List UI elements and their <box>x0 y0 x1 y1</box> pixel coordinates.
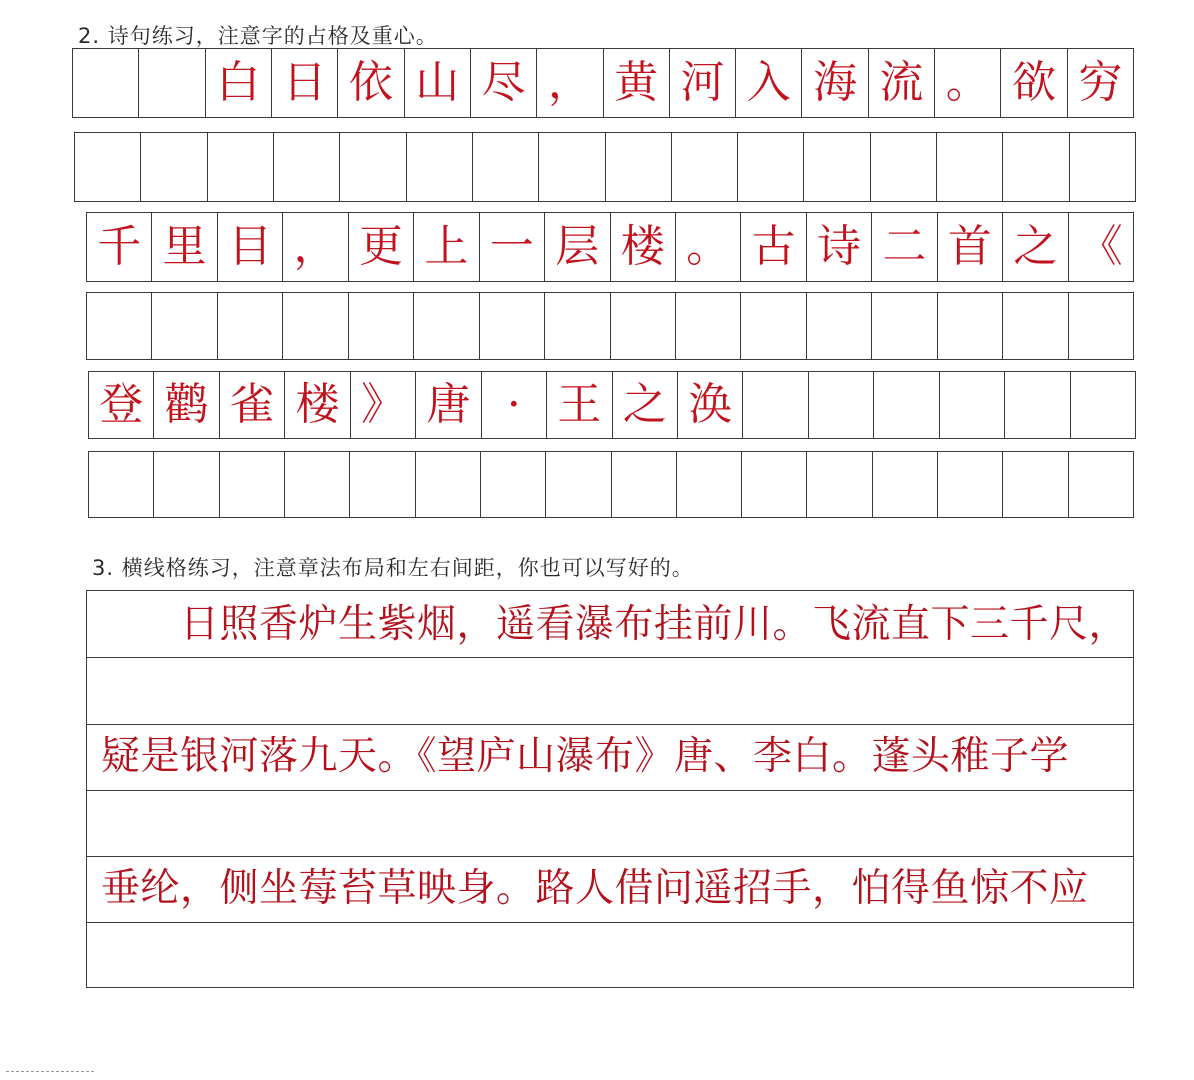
grid-cell: ， <box>537 49 603 117</box>
grid-row <box>74 132 1136 202</box>
grid-cell <box>87 293 152 359</box>
grid-cell <box>141 133 207 201</box>
section3-heading: 3. 横线格练习，注意章法布局和左右间距，你也可以写好的。 <box>92 556 694 580</box>
grid-cell: 目 <box>218 213 283 281</box>
ruled-line <box>87 724 1133 725</box>
grid-cell: 楼 <box>611 213 676 281</box>
grid-row <box>88 451 1134 518</box>
grid-cell <box>75 133 141 201</box>
grid-cell <box>480 293 545 359</box>
ruled-line <box>87 856 1133 857</box>
horizontal-line-practice-box <box>86 590 1134 988</box>
ruled-line <box>87 790 1133 791</box>
grid-cell <box>1069 452 1133 517</box>
grid-cell <box>152 293 217 359</box>
grid-cell <box>274 133 340 201</box>
grid-cell <box>154 452 219 517</box>
grid-row <box>88 371 1136 439</box>
handwritten-line: 垂纶，侧坐莓苔草映身。路人借问遥招手，怕得鱼惊不应 <box>101 866 1089 911</box>
grid-cell: · <box>482 372 547 438</box>
grid-cell: 白 <box>206 49 272 117</box>
grid-cell <box>407 133 473 201</box>
grid-cell: 《 <box>1078 221 1123 272</box>
grid-cell: 唐 <box>416 372 481 438</box>
grid-cell <box>938 452 1003 517</box>
grid-cell <box>545 293 610 359</box>
grid-cell <box>611 293 676 359</box>
grid-cell <box>938 293 1003 359</box>
grid-cell: 入 <box>736 49 802 117</box>
grid-cell <box>872 293 937 359</box>
grid-cell: 之 <box>1003 213 1068 281</box>
handwritten-line: 疑是银河落九天。《望庐山瀑布》唐、李白。蓬头稚子学 <box>101 734 1070 779</box>
grid-cell: 》 <box>351 372 416 438</box>
grid-cell <box>672 133 738 201</box>
grid-cell: 尽 <box>471 49 537 117</box>
grid-cell <box>481 452 546 517</box>
grid-row <box>72 48 1134 118</box>
grid-cell: 登 <box>89 372 154 438</box>
grid-cell <box>416 452 481 517</box>
ruled-line <box>87 657 1133 658</box>
grid-cell: 王 <box>547 372 612 438</box>
grid-cell <box>340 133 406 201</box>
grid-cell: ， <box>283 213 348 281</box>
grid-cell: 涣 <box>678 372 743 438</box>
grid-cell <box>473 133 539 201</box>
grid-cell <box>738 133 804 201</box>
grid-cell <box>741 293 806 359</box>
grid-cell <box>1003 293 1068 359</box>
grid-cell <box>809 372 874 438</box>
grid-cell <box>1003 133 1069 201</box>
grid-cell: 诗 <box>807 213 872 281</box>
grid-cell <box>350 452 415 517</box>
grid-cell <box>743 372 808 438</box>
grid-cell: 穷 <box>1078 57 1123 108</box>
grid-cell <box>1003 452 1068 517</box>
grid-cell <box>414 293 479 359</box>
grid-cell: 楼 <box>285 372 350 438</box>
grid-cell <box>874 372 939 438</box>
grid-cell: 欲 <box>1001 49 1067 117</box>
grid-cell <box>1071 372 1135 438</box>
grid-cell: 海 <box>802 49 868 117</box>
grid-cell <box>349 293 414 359</box>
grid-cell <box>606 133 672 201</box>
grid-cell: 。 <box>676 213 741 281</box>
grid-cell: 更 <box>349 213 414 281</box>
grid-cell <box>1069 293 1133 359</box>
grid-cell <box>807 452 872 517</box>
footer-mark <box>6 1071 94 1075</box>
grid-cell: 山 <box>405 49 471 117</box>
grid-cell <box>208 133 274 201</box>
grid-cell <box>940 372 1005 438</box>
grid-cell <box>220 452 285 517</box>
grid-cell <box>807 293 872 359</box>
grid-cell <box>1005 372 1070 438</box>
grid-cell <box>1070 133 1135 201</box>
grid-cell: 黄 <box>604 49 670 117</box>
grid-cell: 千 <box>87 213 152 281</box>
handwritten-line: 日照香炉生紫烟，遥看瀑布挂前川。飞流直下三千尺， <box>101 602 1129 647</box>
grid-cell <box>937 133 1003 201</box>
grid-row <box>86 212 1134 282</box>
grid-cell: 日 <box>272 49 338 117</box>
grid-cell: 依 <box>338 49 404 117</box>
grid-cell: 层 <box>545 213 610 281</box>
grid-cell: 之 <box>613 372 678 438</box>
section2-heading: 2. 诗句练习，注意字的占格及重心。 <box>78 24 438 48</box>
grid-cell <box>612 452 677 517</box>
grid-cell: 。 <box>935 49 1001 117</box>
grid-cell <box>285 452 350 517</box>
ruled-line <box>87 922 1133 923</box>
grid-cell <box>539 133 605 201</box>
grid-cell <box>677 452 742 517</box>
grid-cell: 首 <box>938 213 1003 281</box>
grid-cell: 一 <box>480 213 545 281</box>
grid-cell: 上 <box>414 213 479 281</box>
grid-cell <box>804 133 870 201</box>
grid-cell <box>89 452 154 517</box>
grid-cell <box>139 49 205 117</box>
grid-cell: 里 <box>152 213 217 281</box>
grid-cell: 鹳 <box>154 372 219 438</box>
grid-row <box>86 292 1134 360</box>
grid-cell: 古 <box>741 213 806 281</box>
grid-cell <box>73 49 139 117</box>
grid-cell: 流 <box>869 49 935 117</box>
grid-cell <box>546 452 611 517</box>
grid-cell <box>873 452 938 517</box>
grid-cell <box>742 452 807 517</box>
grid-cell: 河 <box>670 49 736 117</box>
grid-cell <box>283 293 348 359</box>
grid-cell: 雀 <box>220 372 285 438</box>
grid-cell: 二 <box>872 213 937 281</box>
grid-cell <box>218 293 283 359</box>
grid-cell <box>676 293 741 359</box>
grid-cell <box>871 133 937 201</box>
